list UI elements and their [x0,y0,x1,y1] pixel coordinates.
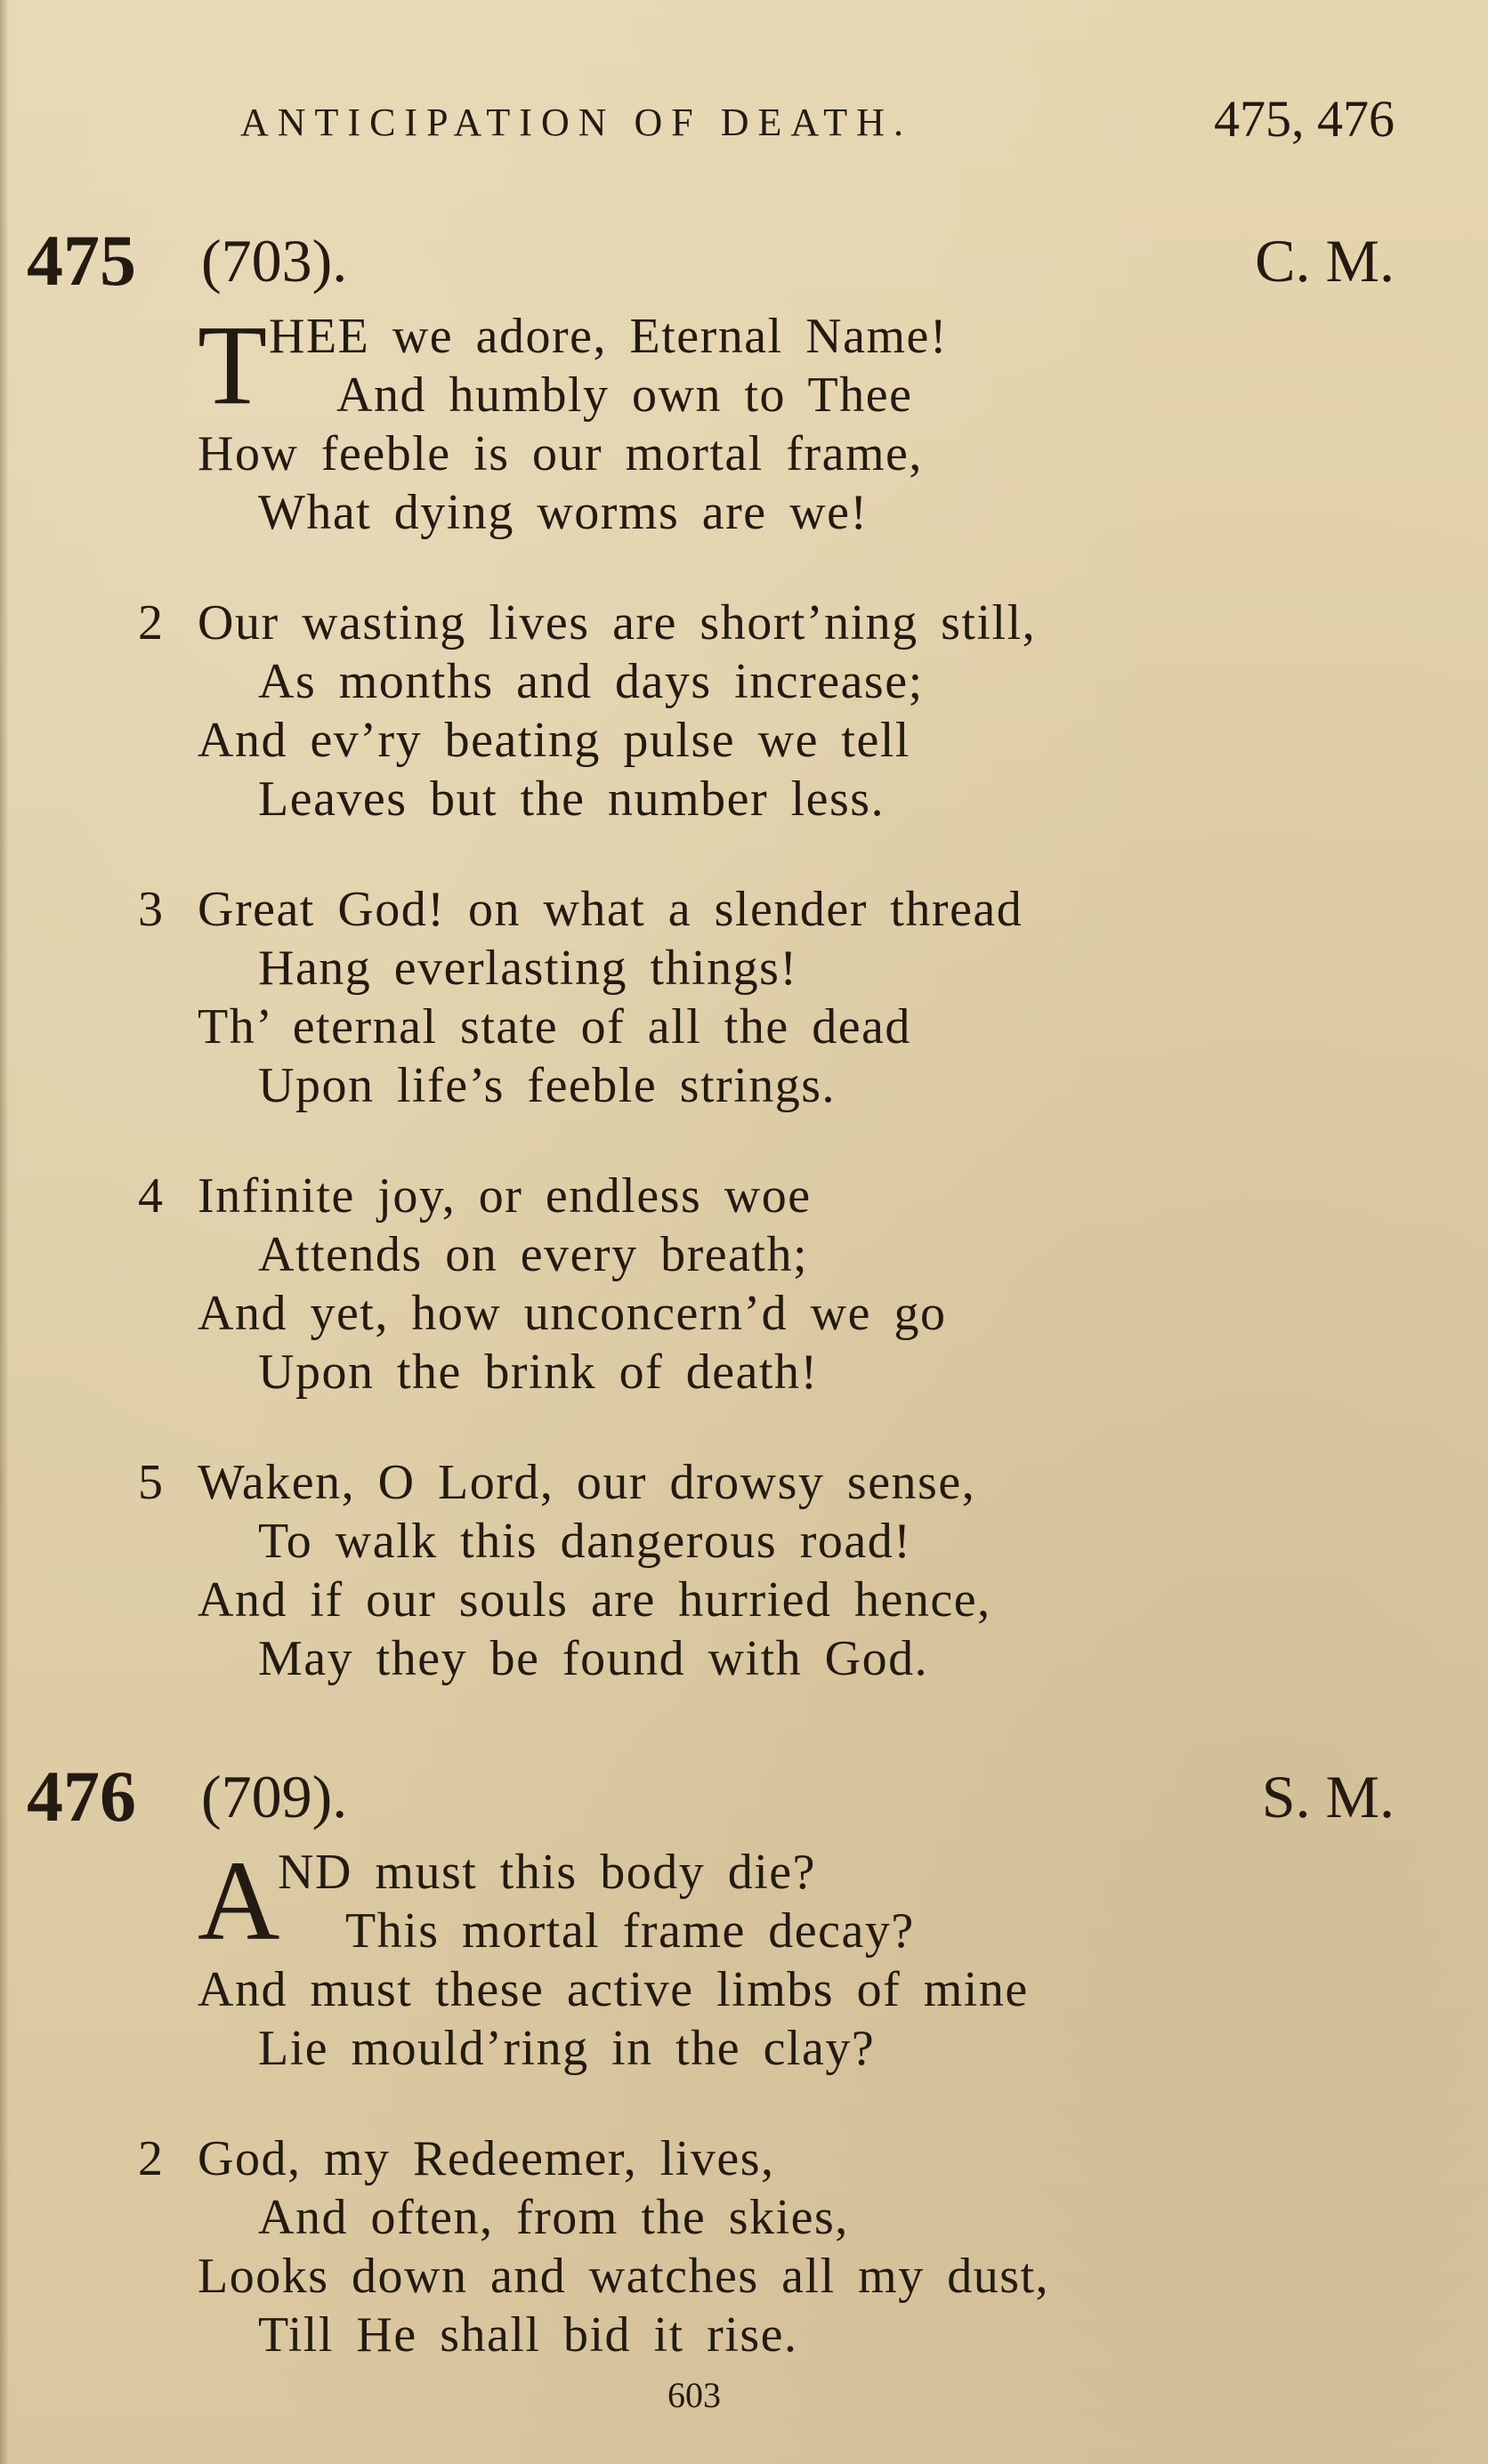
verse-line: This mortal frame decay? [345,1903,915,1959]
running-head-numbers: 475, 476 [1214,90,1395,148]
verse-line: May they be found with God. [258,1631,929,1686]
verse-number: 4 [138,1168,163,1224]
verse-line: And if our souls are hurried hence, [198,1572,991,1628]
verse-line: Great God! on what a slender thread [198,882,1023,937]
verse-line: Waken, O Lord, our drowsy sense, [198,1455,976,1510]
verse-line: How feeble is our mortal frame, [198,426,923,481]
hymn-tune-ref: (709). [201,1763,348,1830]
verse-line: And often, from the skies, [258,2190,849,2245]
verse-line: And yet, how unconcern’d we go [198,1286,947,1341]
verse-line: To walk this dangerous road! [258,1514,912,1569]
verse-line: Upon life’s feeble strings. [258,1058,837,1113]
verse-number: 5 [138,1455,163,1510]
verse-line: And must these active limbs of mine [198,1962,1029,2017]
hymn-meter: C. M. [1255,227,1395,295]
verse-line: Leaves but the number less. [258,772,886,827]
verse-line: Our wasting lives are short’ning still, [198,595,1037,650]
verse-line: Th’ eternal state of all the dead [198,999,911,1054]
drop-cap: A [198,1838,280,1964]
verse-line: Infinite joy, or endless woe [198,1168,812,1224]
verse-line: And ev’ry beating pulse we tell [198,713,910,768]
verse-number: 2 [138,2131,163,2186]
verse-line: Upon the brink of death! [258,1345,819,1400]
page-number: 603 [667,2375,721,2415]
verse-line: As months and days increase; [258,654,924,709]
verse-line: HEE we adore, Eternal Name! [269,309,949,364]
verse-number: 3 [138,882,163,937]
verse-line: God, my Redeemer, lives, [198,2131,775,2186]
hymn-meter: S. M. [1261,1763,1395,1830]
verse-line: Hang everlasting things! [258,941,798,996]
verse-line: ND must this body die? [278,1845,816,1900]
hymn-number: 476 [27,1756,136,1837]
verse-line: Till He shall bid it rise. [258,2307,798,2363]
verse-line: Attends on every breath; [258,1227,809,1282]
drop-cap: T [198,302,268,428]
verse-line: Lie mould’ring in the clay? [258,2021,876,2076]
running-head-title: ANTICIPATION OF DEATH. [240,101,912,144]
verse-line: What dying worms are we! [258,485,869,540]
page-edge-shadow [0,0,9,2464]
verse-line: Looks down and watches all my dust, [198,2249,1050,2304]
verse-line: And humbly own to Thee [336,368,913,423]
hymn-tune-ref: (703). [201,227,348,295]
hymn-number: 475 [27,220,136,301]
hymn-header [27,219,1395,299]
verse-number: 2 [138,595,163,650]
hymn-header [27,1755,1395,1835]
